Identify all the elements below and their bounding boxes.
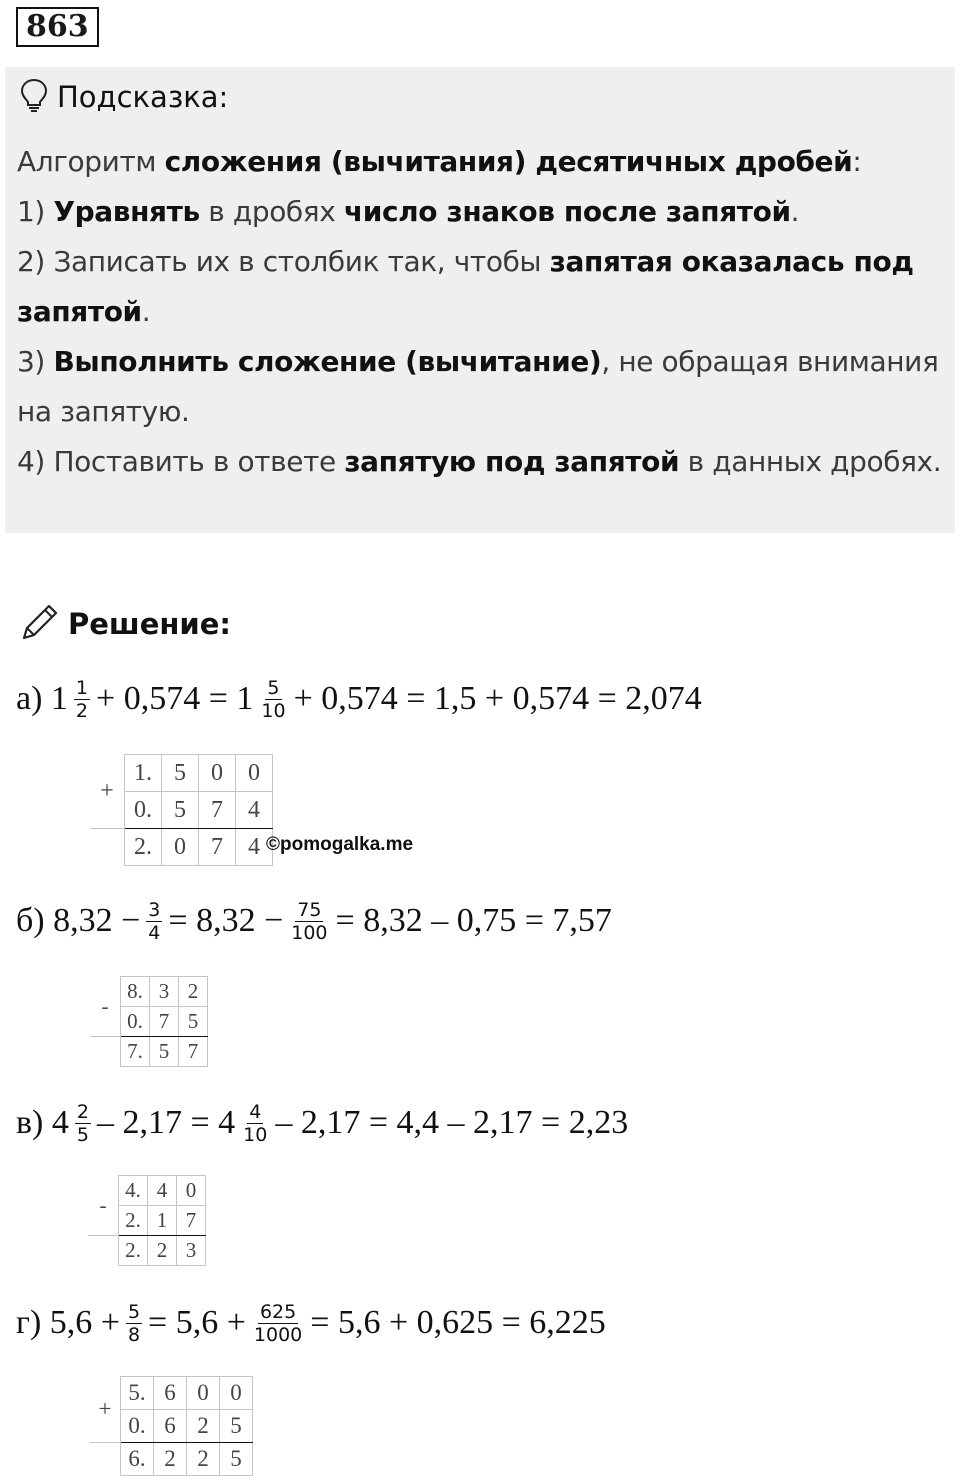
fraction	[241, 1101, 269, 1146]
fraction-denominator: 1000	[253, 1323, 303, 1346]
hint-line	[17, 137, 942, 187]
digit-cell: 5	[220, 1443, 253, 1476]
hint-line	[17, 287, 942, 337]
digit-cell: 6	[154, 1377, 187, 1410]
fraction-numerator: 5	[267, 676, 280, 699]
pencil-icon	[18, 600, 62, 649]
fraction	[126, 1301, 142, 1346]
digit-cell: 4.	[119, 1176, 148, 1206]
fraction-numerator: 75	[297, 898, 322, 921]
digit-cell: 5	[162, 755, 199, 792]
digit-cell: 5	[150, 1037, 179, 1067]
column-calc-a	[90, 754, 273, 866]
fraction-numerator: 3	[148, 898, 161, 921]
hint-text-segment: :	[852, 145, 862, 178]
hint-bold-text: Выполнить сложение (вычитание)	[53, 345, 602, 378]
hint-bold-text: число знаков после запятой	[343, 195, 791, 228]
fraction-denominator: 8	[127, 1323, 141, 1346]
fraction-numerator: 1	[75, 676, 89, 699]
watermark: ©pomogalka.me	[266, 834, 414, 855]
column-calc-g	[90, 1376, 253, 1476]
hint-line	[17, 337, 942, 387]
fraction	[74, 677, 90, 722]
digit-cell: 0	[236, 755, 273, 792]
hint-box	[5, 67, 955, 533]
fraction-numerator: 2	[76, 1100, 89, 1123]
operator-sign: -	[90, 977, 121, 1037]
digit-cell: 2	[179, 977, 208, 1007]
digit-cell: 1.	[125, 755, 162, 792]
operator-sign: +	[90, 755, 125, 829]
hint-text-segment: на запятую.	[17, 395, 190, 428]
fraction	[146, 899, 162, 944]
fraction-numerator: 4	[249, 1100, 262, 1123]
equation-text: + 0,574 = 1	[96, 680, 254, 717]
hint-text-segment: в дробях	[199, 195, 344, 228]
hint-bold-text: запятая оказалась под	[549, 245, 914, 278]
equation-b	[16, 890, 612, 952]
digit-cell: 2.	[119, 1206, 148, 1236]
hint-text-segment: в данных дробях.	[679, 445, 942, 478]
column-calc-v	[88, 1175, 206, 1266]
digit-cell: 4	[236, 829, 273, 866]
hint-line	[17, 387, 942, 437]
digit-cell: 0	[162, 829, 199, 866]
digit-cell: 7	[179, 1037, 208, 1067]
fraction	[252, 1301, 304, 1346]
digit-cell: 0	[187, 1377, 220, 1410]
solution-header	[18, 602, 231, 646]
equation-text: = 5,6 +	[148, 1304, 246, 1341]
digit-cell: 6.	[121, 1443, 154, 1476]
task-number: 863	[16, 7, 99, 47]
equation-text: б) 8,32 −	[16, 902, 141, 939]
equation-text: в) 4	[16, 1104, 69, 1141]
digit-cell: 3	[177, 1236, 206, 1266]
hint-text-segment: 2) Записать их в столбик так, чтобы	[17, 245, 550, 278]
fraction-denominator: 100	[291, 921, 328, 944]
equation-g	[16, 1292, 606, 1354]
equation-text: г) 5,6 +	[16, 1304, 120, 1341]
fraction-numerator: 5	[127, 1300, 141, 1323]
digit-cell: 0	[220, 1377, 253, 1410]
equation-text: – 2,17 = 4,4 – 2,17 = 2,23	[275, 1104, 629, 1141]
equation-text: = 8,32 – 0,75 = 7,57	[335, 902, 612, 939]
hint-title: Подсказка:	[57, 80, 229, 114]
digit-cell: 7	[150, 1007, 179, 1037]
hint-text	[17, 137, 942, 487]
fraction	[75, 1101, 91, 1146]
fraction-denominator: 4	[148, 921, 161, 944]
hint-bold-text: запятую под запятой	[344, 445, 680, 478]
fraction-denominator: 5	[76, 1123, 89, 1146]
fraction-numerator: 625	[259, 1300, 297, 1323]
digit-cell: 6	[154, 1410, 187, 1443]
hint-line	[17, 187, 942, 237]
fraction-denominator: 10	[261, 699, 286, 722]
digit-cell: 7	[177, 1206, 206, 1236]
solution-title: Решение:	[68, 607, 232, 641]
hint-header	[19, 79, 228, 115]
operator-sign: -	[88, 1176, 119, 1236]
digit-cell: 2	[148, 1236, 177, 1266]
column-calc-b	[90, 976, 208, 1067]
fraction-denominator: 10	[243, 1123, 268, 1146]
digit-cell: 2	[187, 1410, 220, 1443]
digit-cell: 2.	[125, 829, 162, 866]
hint-text-segment: 1)	[17, 195, 54, 228]
digit-cell: 5	[179, 1007, 208, 1037]
equation-text: – 2,17 = 4	[96, 1104, 236, 1141]
digit-cell: 0	[199, 755, 236, 792]
equation-text: = 8,32 −	[168, 902, 284, 939]
digit-cell: 0	[177, 1176, 206, 1206]
equation-v	[16, 1093, 628, 1153]
hint-line	[17, 237, 942, 287]
digit-cell: 2	[187, 1443, 220, 1476]
empty-cell	[90, 829, 125, 866]
digit-cell: 3	[150, 977, 179, 1007]
fraction	[289, 899, 329, 944]
digit-cell: 4	[148, 1176, 177, 1206]
hint-text-segment: .	[141, 295, 151, 328]
hint-text-segment: 3)	[17, 345, 54, 378]
hint-bold-text: запятой	[17, 295, 142, 328]
equation-text: = 5,6 + 0,625 = 6,225	[310, 1304, 606, 1341]
fraction-denominator: 2	[75, 699, 89, 722]
hint-bold-text: Уравнять	[53, 195, 200, 228]
lightbulb-icon	[19, 77, 49, 118]
empty-cell	[90, 1037, 121, 1067]
digit-cell: 2	[154, 1443, 187, 1476]
digit-cell: 8.	[121, 977, 150, 1007]
fraction	[259, 677, 287, 722]
digit-cell: 5.	[121, 1377, 154, 1410]
digit-cell: 1	[148, 1206, 177, 1236]
digit-cell: 2.	[119, 1236, 148, 1266]
operator-sign: +	[90, 1377, 121, 1443]
digit-cell: 5	[220, 1410, 253, 1443]
digit-cell: 0.	[121, 1410, 154, 1443]
digit-cell: 7.	[121, 1037, 150, 1067]
hint-text-segment: , не обращая внимания	[601, 345, 939, 378]
hint-bold-text: сложения (вычитания) десятичных дробей	[164, 145, 853, 178]
hint-text-segment: .	[790, 195, 800, 228]
equation-a	[16, 670, 702, 728]
hint-text-segment: Алгоритм	[17, 145, 165, 178]
equation-text: + 0,574 = 1,5 + 0,574 = 2,074	[293, 680, 702, 717]
digit-cell: 7	[199, 792, 236, 829]
equation-text: а) 1	[16, 680, 68, 717]
digit-cell: 7	[199, 829, 236, 866]
hint-text-segment: 4) Поставить в ответе	[17, 445, 345, 478]
digit-cell: 0.	[121, 1007, 150, 1037]
digit-cell: 4	[236, 792, 273, 829]
empty-cell	[88, 1236, 119, 1266]
digit-cell: 0.	[125, 792, 162, 829]
empty-cell	[90, 1443, 121, 1476]
hint-line	[17, 437, 942, 487]
digit-cell: 5	[162, 792, 199, 829]
